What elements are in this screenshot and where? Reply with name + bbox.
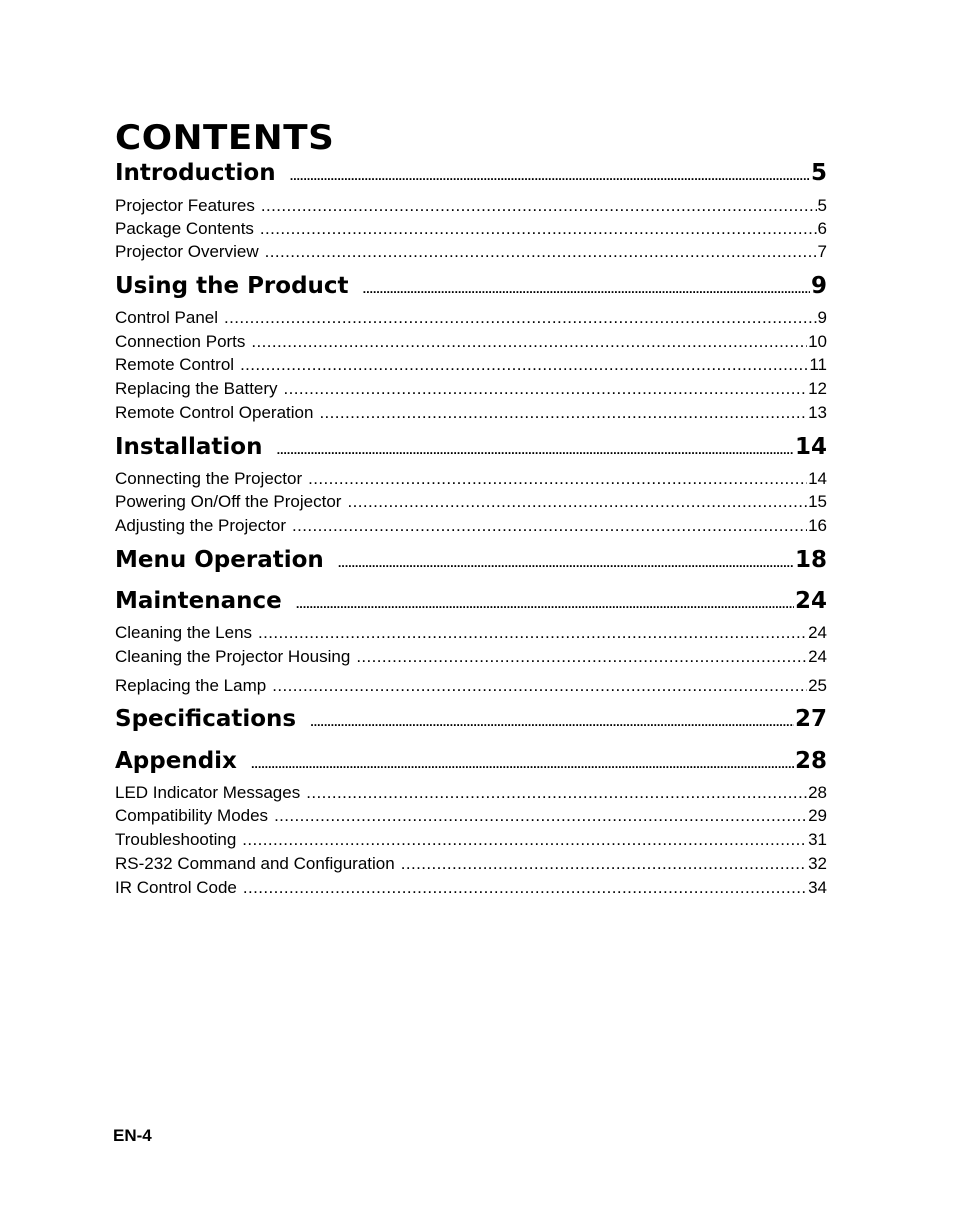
section-title: Menu Operation [115,547,324,573]
dot-leader [224,307,817,329]
toc-entry[interactable] [115,646,827,668]
entry-page-number: 13 [808,403,827,422]
section-page-number: 18 [794,547,827,573]
entry-title: Control Panel [115,308,219,327]
toc-entry[interactable] [115,491,827,513]
entry-page-number: 9 [817,308,827,327]
dot-leader [296,591,794,621]
entry-title: Connecting the Projector [115,469,303,488]
toc-entry[interactable] [115,468,827,490]
entry-page-number: 6 [817,219,827,238]
toc-entry[interactable] [115,195,827,217]
section-title: Appendix [115,748,237,774]
page-title: CONTENTS [115,118,335,158]
dot-leader [290,163,810,193]
entry-page-number: 32 [808,854,827,873]
entry-title: Compatibility Modes [115,806,269,825]
dot-leader [276,437,794,467]
entry-title: Remote Control [115,355,235,374]
section-page-number: 9 [810,273,827,299]
dot-leader [292,515,807,537]
entry-page-number: 24 [808,623,827,642]
toc-section-appendix[interactable] [115,746,827,776]
toc-entry[interactable] [115,218,827,240]
toc-entry[interactable] [115,241,827,263]
entry-title: LED Indicator Messages [115,783,301,802]
entry-page-number: 14 [808,469,827,488]
dot-leader [274,805,807,827]
entry-title: Projector Overview [115,242,259,261]
section-title: Maintenance [115,588,282,614]
section-page-number: 24 [794,588,827,614]
entry-title: IR Control Code [115,878,237,897]
entry-title: Powering On/Off the Projector [115,492,342,511]
toc-entry[interactable] [115,354,827,376]
dot-leader [363,276,810,306]
entry-page-number: 11 [809,355,827,374]
dot-leader [251,751,794,781]
toc-entry[interactable] [115,402,827,424]
entry-title: Cleaning the Projector Housing [115,647,351,666]
toc-entry[interactable] [115,805,827,827]
toc-section-introduction[interactable] [115,158,827,188]
entry-title: RS-232 Command and Configuration [115,854,395,873]
toc-entry[interactable] [115,515,827,537]
entry-page-number: 31 [808,830,827,849]
dot-leader [260,218,817,240]
entry-title: Replacing the Battery [115,379,278,398]
dot-leader [258,622,807,644]
dot-leader [308,468,807,490]
dot-leader [243,877,807,899]
entry-page-number: 16 [808,516,827,535]
section-page-number: 5 [810,160,827,186]
entry-page-number: 25 [808,676,827,695]
section-page-number: 28 [794,748,827,774]
toc-entry[interactable] [115,853,827,875]
entry-page-number: 28 [808,783,827,802]
entry-page-number: 10 [808,332,827,351]
toc-entry[interactable] [115,675,827,697]
entry-page-number: 34 [808,878,827,897]
toc-entry[interactable] [115,307,827,329]
dot-leader [347,491,807,513]
toc-section-installation[interactable] [115,432,827,462]
dot-leader [240,354,808,376]
toc-entry[interactable] [115,378,827,400]
toc-entry[interactable] [115,782,827,804]
dot-leader [306,782,807,804]
entry-title: Connection Ports [115,332,246,351]
entry-title: Adjusting the Projector [115,516,287,535]
toc-section-menu-operation[interactable] [115,545,827,575]
entry-title: Package Contents [115,219,254,238]
entry-page-number: 29 [808,806,827,825]
toc-entry[interactable] [115,331,827,353]
dot-leader [284,378,808,400]
dot-leader [356,646,807,668]
page-number-footer: EN-4 [113,1126,152,1145]
toc-entry[interactable] [115,877,827,899]
entry-page-number: 15 [808,492,827,511]
section-title: Introduction [115,160,276,186]
section-title: Using the Product [115,273,349,299]
dot-leader [401,853,807,875]
toc-section-specifications[interactable] [115,704,827,734]
section-page-number: 14 [794,434,827,460]
toc-entry[interactable] [115,622,827,644]
entry-title: Replacing the Lamp [115,676,267,695]
entry-title: Troubleshooting [115,830,237,849]
toc-entry[interactable] [115,829,827,851]
dot-leader [251,331,807,353]
toc-section-maintenance[interactable] [115,586,827,616]
dot-leader [261,195,817,217]
entry-page-number: 24 [808,647,827,666]
dot-leader [265,241,817,263]
toc-section-using-the-product[interactable] [115,271,827,301]
section-title: Specifications [115,706,297,732]
entry-page-number: 7 [817,242,827,261]
section-page-number: 27 [794,706,827,732]
dot-leader [319,402,807,424]
dot-leader [272,675,807,697]
dot-leader [338,550,794,580]
dot-leader [310,709,794,739]
entry-title: Projector Features [115,196,255,215]
entry-page-number: 12 [808,379,827,398]
section-title: Installation [115,434,263,460]
entry-page-number: 5 [817,196,827,215]
entry-title: Cleaning the Lens [115,623,253,642]
entry-title: Remote Control Operation [115,403,314,422]
dot-leader [242,829,807,851]
